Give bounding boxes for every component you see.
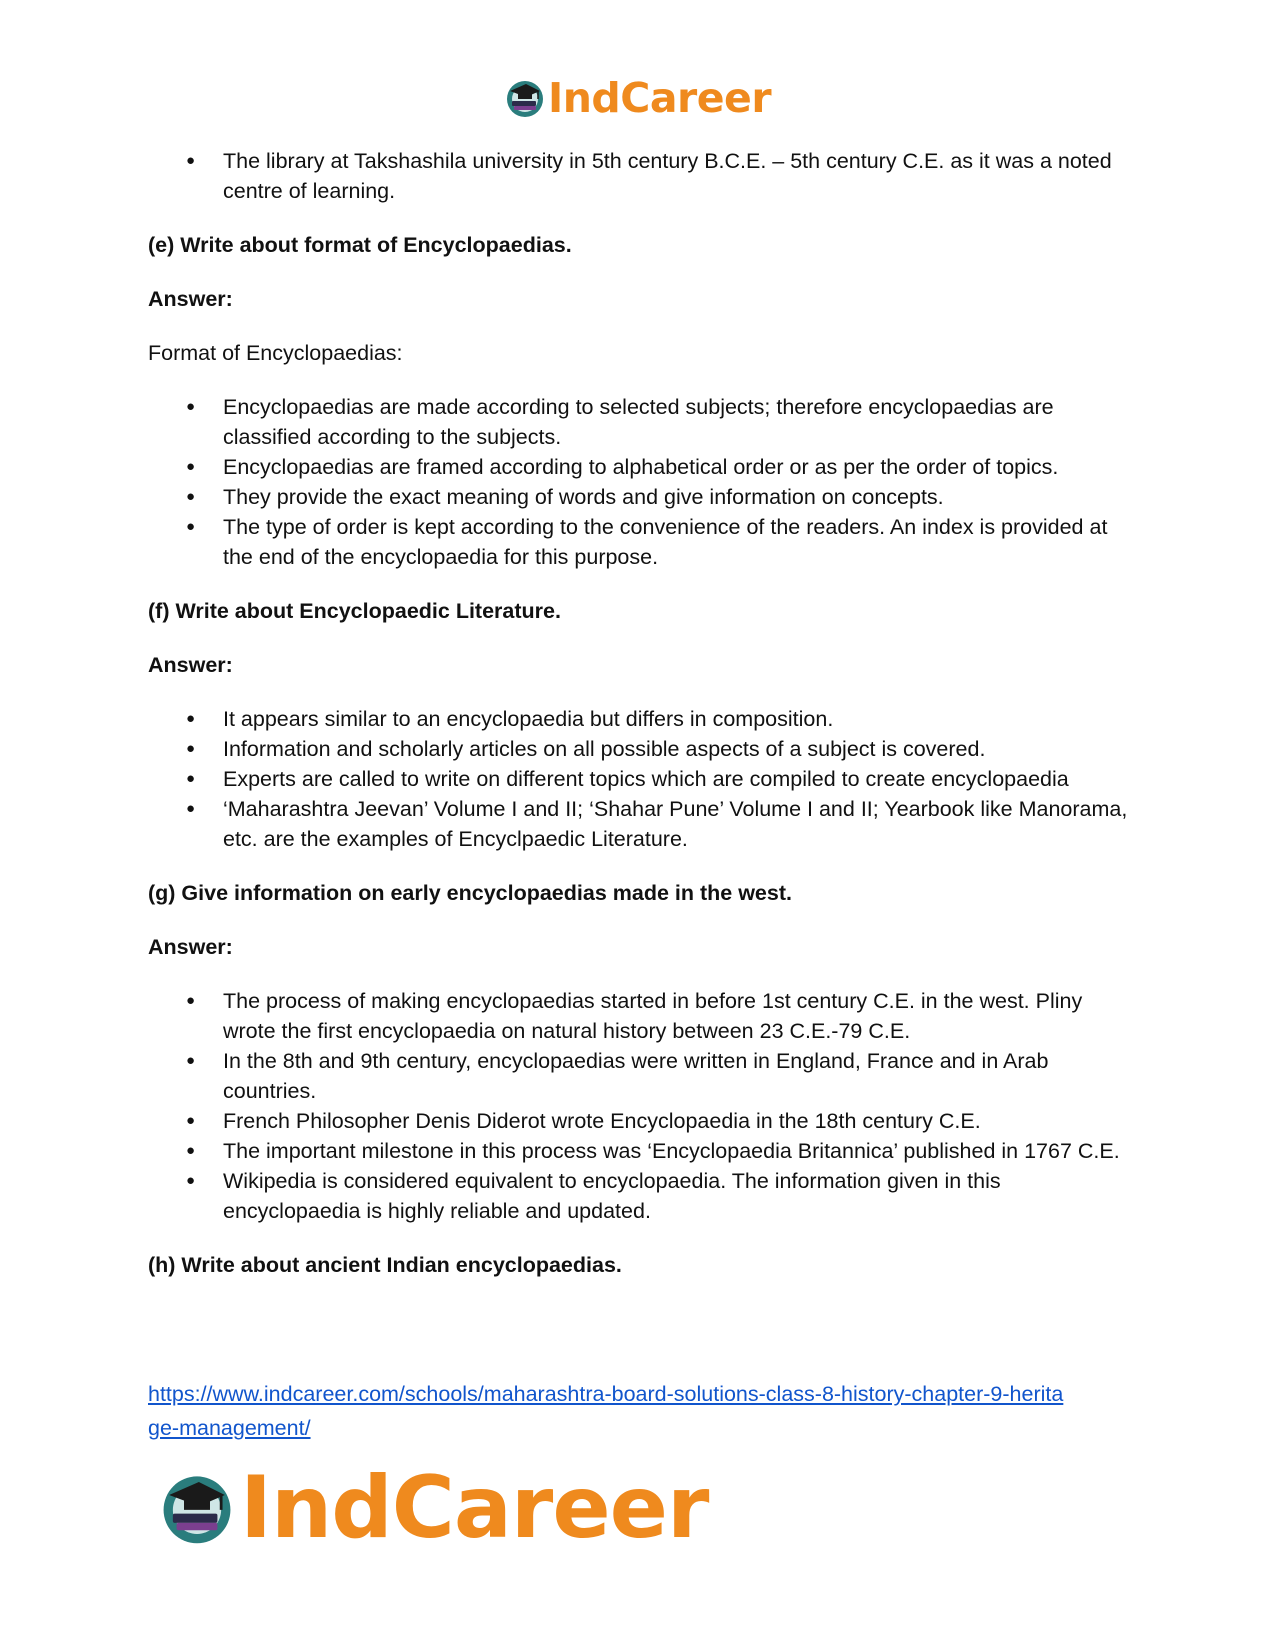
brand-logo	[504, 74, 771, 122]
question-h: (h) Write about ancient Indian encyclopaedias.	[148, 1253, 622, 1277]
graduation-cap-books-icon	[158, 1469, 236, 1547]
list-item: ● Encyclopaedias are made according to selected subjects; therefore encyclopaedias are classified according to the subjects.	[223, 392, 1128, 452]
list-item: ● ‘Maharashtra Jeevan’ Volume I and II; ‘Shahar Pune’ Volume I and II; Yearbook like Manorama, etc. are the examples of Encyclpaedic Literature.	[223, 794, 1128, 854]
graduation-cap-books-icon	[504, 77, 546, 119]
header-logo	[0, 74, 1275, 124]
source-link-block	[148, 1377, 1148, 1445]
footer-logo	[158, 1458, 708, 1558]
answer-intro-e: Format of Encyclopaedias:	[148, 341, 403, 365]
top-bullet-list	[148, 146, 1128, 206]
answer-list-f	[148, 704, 1128, 854]
brand-logo-large	[158, 1458, 708, 1558]
list-item: ● The library at Takshashila university in 5th century B.C.E. – 5th century C.E. as it was a noted centre of learning.	[223, 146, 1128, 206]
list-item: ● They provide the exact meaning of words and give information on concepts.	[223, 482, 1128, 512]
list-item: ● The important milestone in this process was ‘Encyclopaedia Britannica’ published in 1767 C.E.	[223, 1136, 1128, 1166]
question-f: (f) Write about Encyclopaedic Literature.	[148, 599, 561, 623]
source-link-line-2[interactable]: ge-management/	[148, 1416, 311, 1440]
list-item: ● Encyclopaedias are framed according to alphabetical order or as per the order of topics.	[223, 452, 1128, 482]
list-item: ● Information and scholarly articles on all possible aspects of a subject is covered.	[223, 734, 1128, 764]
question-g: (g) Give information on early encyclopaedias made in the west.	[148, 881, 792, 905]
question-e: (e) Write about format of Encyclopaedias.	[148, 233, 572, 257]
list-item: ● Wikipedia is considered equivalent to encyclopaedia. The information given in this encyclopaedia is highly reliable and updated.	[223, 1166, 1128, 1226]
brand-name-large: IndCareer	[240, 1458, 709, 1558]
brand-name: IndCareer	[547, 74, 772, 122]
document-body	[148, 146, 1128, 1280]
answer-label-f: Answer:	[148, 653, 233, 677]
list-item: ● French Philosopher Denis Diderot wrote Encyclopaedia in the 18th century C.E.	[223, 1106, 1128, 1136]
list-item: ● The process of making encyclopaedias started in before 1st century C.E. in the west. Pliny wrote the first encyclopaedia on natural history between 23 C.E.-79 C.E.	[223, 986, 1128, 1046]
list-item: ● It appears similar to an encyclopaedia but differs in composition.	[223, 704, 1128, 734]
source-link-line-1[interactable]: https://www.indcareer.com/schools/maharashtra-board-solutions-class-8-history-chapter-9-herita	[148, 1382, 1064, 1406]
answer-list-e	[148, 392, 1128, 572]
list-item: ● The type of order is kept according to the convenience of the readers. An index is provided at the end of the encyclopaedia for this purpose.	[223, 512, 1128, 572]
list-item: ● Experts are called to write on different topics which are compiled to create encyclopaedia	[223, 764, 1128, 794]
answer-label-g: Answer:	[148, 935, 233, 959]
answer-list-g	[148, 986, 1128, 1226]
answer-label-e: Answer:	[148, 287, 233, 311]
list-item: ● In the 8th and 9th century, encyclopaedias were written in England, France and in Arab countries.	[223, 1046, 1128, 1106]
